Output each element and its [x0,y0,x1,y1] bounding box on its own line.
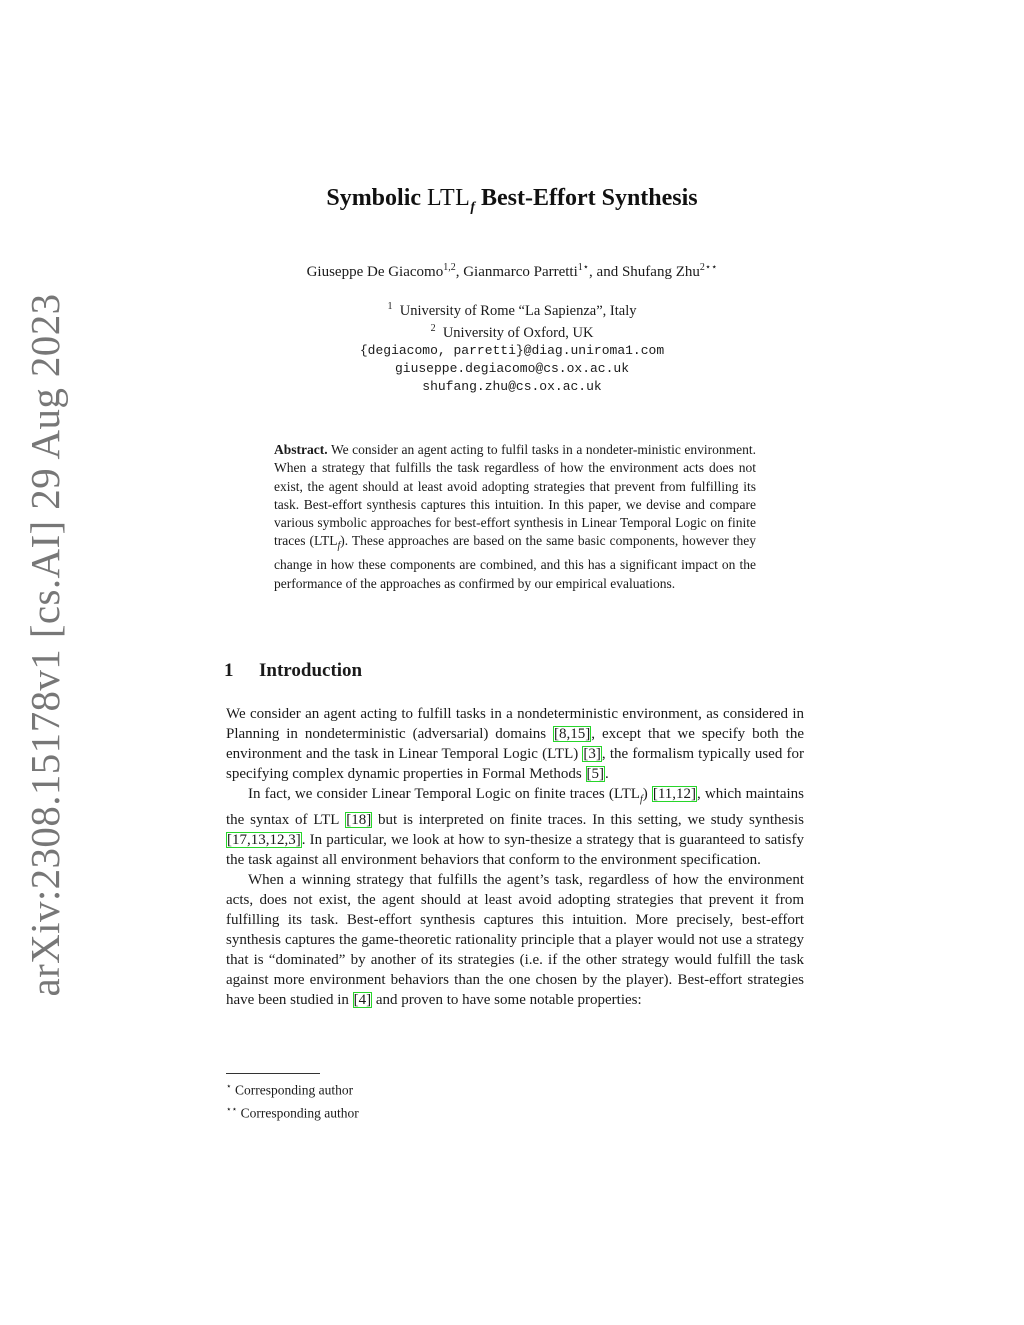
abstract-label: Abstract. [274,442,328,457]
introduction-body [226,704,804,1010]
citation-link[interactable]: [18] [346,812,372,828]
author-name: Giuseppe De Giacomo [306,264,444,280]
email-address: shufang.zhu@cs.ox.ac.uk [422,378,602,394]
footnote: ⋆ Corresponding author [226,1081,354,1098]
affiliations [0,298,1024,396]
citation-link[interactable]: [17,13,12,3] [227,832,301,848]
author-name: Shufang Zhu [621,264,700,280]
paragraph: We consider an agent acting to fulfill tasks in a nondeterministic environment, as considered in Planning in nondeterministic (adversarial) domains [8,15], except that we specify both the environment and the task in Linear Temporal Logic (LTL) [3], the formalism typically used for specifying complex dynamic properties in Formal Methods [5]. [226,706,804,782]
email-address: {degiacomo, parretti}@diag.uniroma1.com [359,342,665,358]
citation-link[interactable]: [11,12] [652,786,697,802]
affiliation-2: $^2$ University of Oxford, UK [430,322,594,341]
paragraph: When a winning strategy that fulfills the agent’s task, regardless of how the environment acts, does not exist, the agent should at least avoid adopting strategies that prevent it from fulfilling its task. Best-effort synthesis captures this intuition. More precisely, best-effort synthesis captures the game-theoretic rationality principle that a player would not use a strategy that is “dominated” by another of its strategies (i.e. if the other strategy would fulfill the task against more environment behaviors than the one chosen by the player). Best-effort strategies have been studied in [4] and proven to have some notable properties: [226,872,804,1008]
author-name: Gianmarco Parretti [463,264,578,280]
affiliation-1: $^1$ University of Rome “La Sapienza”, Italy [387,301,637,319]
paper-title: Symbolic $LTL_f$ Best-Effort Synthesis [326,185,698,215]
arxiv-identifier-stamp: arXiv:2308.15178v1 [cs.AI] 29 Aug 2023 [22,293,68,997]
email-address: giuseppe.degiacomo@cs.ox.ac.uk [394,360,630,376]
citation-link[interactable]: [8,15] [554,726,591,742]
section-heading: 1 Introduction [224,660,363,681]
paragraph: In fact, we consider Linear Temporal Logic on finite traces $(LTL_f)$ [11,12], which maintains the syntax of LTL [18] but is interpreted on finite traces. In this setting, we study synthesis [17,13,12,3]. In particular, we look at how to syn-thesize a strategy that is guaranteed to satisfy the task against all environment behaviors that conform to the environment specification. [226,786,805,868]
footnote: ⋆⋆ Corresponding author [226,1103,359,1120]
citation-link[interactable]: [4] [353,992,372,1008]
footnotes [226,1077,359,1122]
footnote-rule [226,1073,320,1074]
citation-link[interactable]: [3] [583,746,601,762]
abstract: Abstract. We consider an agent acting to fulfil tasks in a nondeter-ministic environment. When a strategy that fulfills the task regardless of how the environment acts does not exist, the agent should at least avoid adopting strategies that prevent from fulfilling its task. Best-effort synthesis captures this intuition. In this paper, we devise and compare various symbolic approaches for best-effort synthesis in Linear Temporal Logic on finite traces $(LTL_f)$. These approaches are based on the same basic components, however they change in how these components are combined, and this has a significant impact on the performance of the approaches as confirmed by our empirical evaluations. [274,442,756,591]
author-list: Giuseppe De Giacomo$^{1,2}$, Gianmarco Parretti$^{1⋆}$, and Shufang Zhu$^{2⋆⋆}$ [306,262,718,280]
citation-link[interactable]: [5] [586,766,605,782]
